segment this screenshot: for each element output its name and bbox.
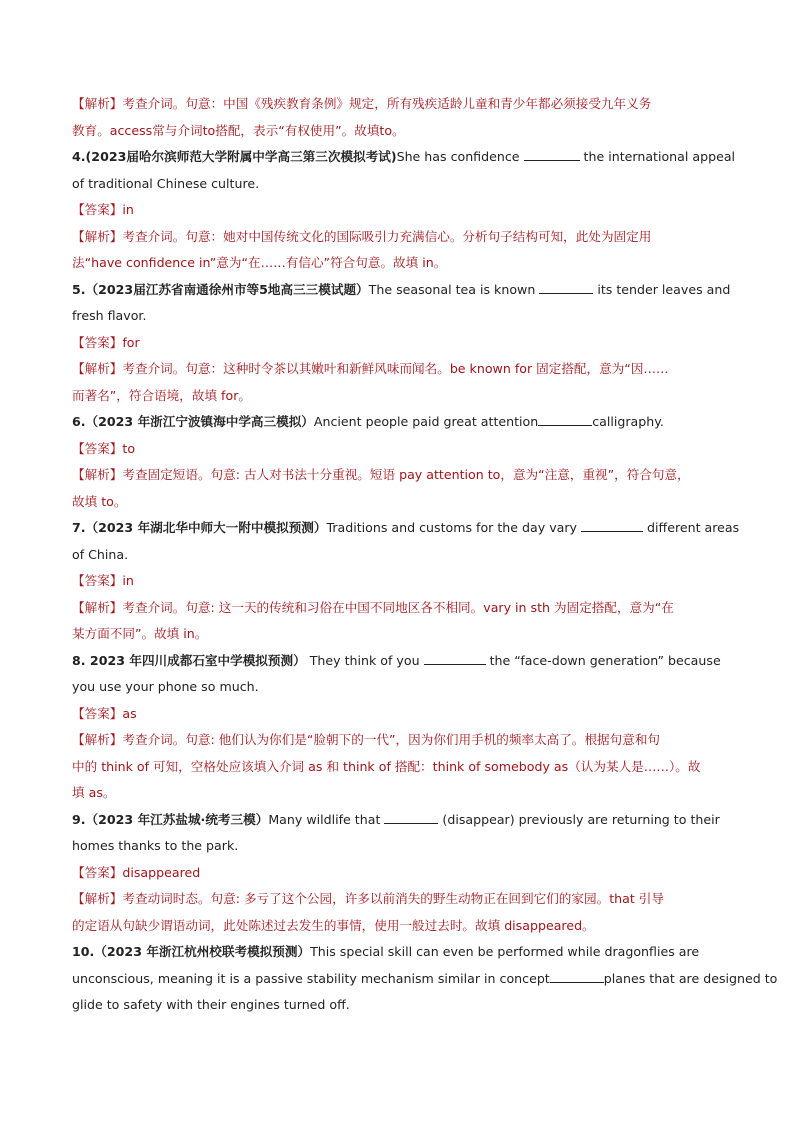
q4-question-line1 bbox=[72, 144, 736, 171]
question-text: This special skill can even be performed while dragonflies are bbox=[310, 944, 700, 959]
answer-tag: 【答案】 bbox=[72, 440, 123, 456]
q8-analysis-line2 bbox=[72, 754, 724, 781]
q6-question-line1 bbox=[72, 409, 724, 436]
analysis-text: 考查介词。句意：她对中国传统文化的国际吸引力充满信心。分析句子结构可知，此处为固定用 bbox=[122, 228, 652, 244]
question-source: 8. 2023 年四川成都石室中学模拟预测） bbox=[72, 652, 306, 668]
question-source: 10.（2023 年浙江杭州校联考模拟预测） bbox=[72, 944, 311, 959]
question-text: calligraphy. bbox=[592, 414, 664, 429]
answer-value: disappeared bbox=[122, 864, 201, 880]
analysis-text: 中的 think of 可知，空格处应该填入介词 as 和 think of 搭配：think of somebody as（认为某人是……）。故 bbox=[72, 758, 701, 774]
question-text: of China. bbox=[72, 546, 129, 562]
q4-question-line2 bbox=[72, 171, 724, 198]
question-text: unconscious, meaning it is a passive stability mechanism similar in concept bbox=[72, 970, 550, 986]
question-text: fresh flavor. bbox=[72, 308, 147, 323]
q4-analysis-line2 bbox=[72, 250, 724, 277]
q7-analysis-line2 bbox=[72, 621, 724, 648]
analysis-tag: 【解析】 bbox=[72, 599, 123, 615]
q5-analysis-line2 bbox=[72, 383, 724, 410]
analysis-tag: 【解析】 bbox=[72, 891, 123, 906]
analysis-tag: 【解析】 bbox=[72, 361, 123, 376]
answer-tag: 【答案】 bbox=[72, 202, 123, 217]
q9-analysis-line2 bbox=[72, 913, 724, 940]
analysis-text: 考查介词。句意: 他们认为你们是“脸朝下的一代”，因为你们用手机的频率太高了。根据句意和句 bbox=[122, 732, 661, 747]
question-source: 5.（2023届江苏省南通徐州市等5地高三三模试题） bbox=[72, 281, 369, 297]
question-text: different areas bbox=[647, 520, 740, 535]
answer-blank bbox=[550, 968, 604, 983]
question-text: Many wildlife that bbox=[268, 811, 381, 827]
analysis-text: 教育。 bbox=[72, 122, 110, 138]
q9-analysis-line1 bbox=[72, 886, 724, 913]
answer-blank bbox=[581, 517, 643, 532]
analysis-tag: 【解析】 bbox=[72, 732, 123, 747]
analysis-text: 填 as。 bbox=[72, 785, 116, 800]
answer-tag: 【答案】 bbox=[72, 864, 123, 880]
answer-value: in bbox=[122, 573, 134, 588]
question-text: (disappear) previously are returning to their bbox=[442, 811, 720, 827]
question-text: The seasonal tea is known bbox=[368, 281, 536, 297]
question-text: its tender leaves and bbox=[597, 281, 731, 297]
question-text: the international appeal bbox=[583, 149, 736, 164]
q3-analysis-line1 bbox=[72, 91, 724, 118]
answer-value: in bbox=[122, 202, 134, 217]
q8-answer bbox=[72, 701, 724, 728]
answer-blank bbox=[384, 809, 438, 824]
answer-blank bbox=[424, 650, 486, 665]
analysis-text: 考查介词。句意：中国《残疾教育条例》规定，所有残疾适龄儿童和青少年都必须接受九年义务 bbox=[122, 96, 652, 111]
question-text: They think of you bbox=[309, 652, 420, 668]
answer-tag: 【答案】 bbox=[72, 573, 123, 588]
q8-question-line2 bbox=[72, 674, 724, 701]
q4-answer bbox=[72, 197, 724, 224]
analysis-text: 某方面不同”。故填 in。 bbox=[72, 626, 208, 641]
answer-tag: 【答案】 bbox=[72, 705, 123, 721]
question-source: 9.（2023 年江苏盐城·统考三模） bbox=[72, 811, 269, 827]
analysis-text: that 引导 bbox=[609, 891, 664, 906]
document-content bbox=[72, 91, 778, 1019]
answer-blank bbox=[538, 411, 592, 426]
question-text: the “face-down generation” because bbox=[489, 652, 721, 668]
q4-analysis-line1 bbox=[72, 224, 724, 251]
q6-answer bbox=[72, 436, 724, 463]
analysis-text: 短语 pay attention to，意为“注意，重视”，符合句意， bbox=[369, 467, 690, 482]
q3-analysis-line2 bbox=[72, 118, 724, 145]
answer-value: as bbox=[122, 705, 137, 721]
q8-analysis-line3 bbox=[72, 780, 724, 807]
q7-question-line1 bbox=[72, 515, 740, 542]
analysis-tag: 【解析】 bbox=[72, 467, 123, 482]
q8-analysis-line1 bbox=[72, 727, 724, 754]
q5-question-line1 bbox=[72, 277, 731, 304]
q9-question-line1 bbox=[72, 807, 724, 834]
analysis-text: be known for 固定搭配，意为“因…… bbox=[449, 361, 669, 376]
question-source: 6.（2023 年浙江宁波镇海中学高三模拟） bbox=[72, 414, 314, 429]
question-source: 4.(2023届哈尔滨师范大学附属中学高三第三次模拟考试) bbox=[72, 149, 397, 164]
analysis-tag: 【解析】 bbox=[72, 96, 123, 111]
answer-tag: 【答案】 bbox=[72, 334, 123, 350]
question-text: homes thanks to the park. bbox=[72, 838, 239, 853]
q9-question-line2 bbox=[72, 833, 724, 860]
answer-blank bbox=[539, 279, 593, 294]
answer-value: for bbox=[122, 334, 140, 350]
q5-question-line2 bbox=[72, 303, 724, 330]
analysis-text: 考查固定短语。句意: 古人对书法十分重视。 bbox=[122, 467, 370, 482]
answer-value: to bbox=[122, 440, 136, 456]
analysis-tag: 【解析】 bbox=[72, 228, 123, 244]
question-source: 7.（2023 年湖北华中师大一附中模拟预测） bbox=[72, 520, 327, 535]
q5-answer bbox=[72, 330, 724, 357]
question-text: Traditions and customs for the day vary bbox=[326, 520, 577, 535]
question-text: She has confidence bbox=[396, 149, 520, 164]
q7-question-line2 bbox=[72, 542, 724, 569]
analysis-text: 考查动词时态。句意: 多亏了这个公园，许多以前消失的野生动物正在回到它们的家园。 bbox=[122, 891, 610, 906]
question-text: Ancient people paid great attention bbox=[313, 414, 539, 429]
question-text: of traditional Chinese culture. bbox=[72, 175, 260, 191]
question-text: you use your phone so much. bbox=[72, 679, 259, 694]
q6-analysis-line2 bbox=[72, 489, 724, 516]
q7-answer bbox=[72, 568, 724, 595]
analysis-text: 而著名”，符合语境，故填 for。 bbox=[72, 387, 251, 403]
q10-question-line1 bbox=[72, 939, 724, 966]
analysis-text: 法“have confidence in”意为“在……有信心”符合句意。故填 in。 bbox=[72, 255, 447, 270]
analysis-text: 故填 to。 bbox=[72, 493, 127, 509]
q10-question-line3 bbox=[72, 992, 724, 1019]
q10-question-line2 bbox=[72, 966, 778, 993]
q8-question-line1 bbox=[72, 648, 724, 675]
question-text: planes that are designed to bbox=[603, 970, 778, 986]
analysis-text: 的定语从句缺少谓语动词，此处陈述过去发生的事情，使用一般过去时。故填 disappeared。 bbox=[72, 917, 595, 933]
q7-analysis-line1 bbox=[72, 595, 724, 622]
analysis-text: access常与介词to搭配，表示“有权使用”。故填to。 bbox=[109, 122, 405, 138]
question-text: glide to safety with their engines turned off. bbox=[72, 997, 350, 1012]
analysis-text: vary in sth 为固定搭配，意为“在 bbox=[483, 599, 674, 615]
q5-analysis-line1 bbox=[72, 356, 724, 383]
q9-answer bbox=[72, 860, 724, 887]
analysis-text: 考查介词。句意: 这一天的传统和习俗在中国不同地区各不相同。 bbox=[122, 599, 484, 615]
q6-analysis-line1 bbox=[72, 462, 724, 489]
answer-blank bbox=[524, 146, 580, 161]
analysis-text: 考查介词。句意：这种时令茶以其嫩叶和新鲜风味而闻名。 bbox=[122, 361, 450, 376]
